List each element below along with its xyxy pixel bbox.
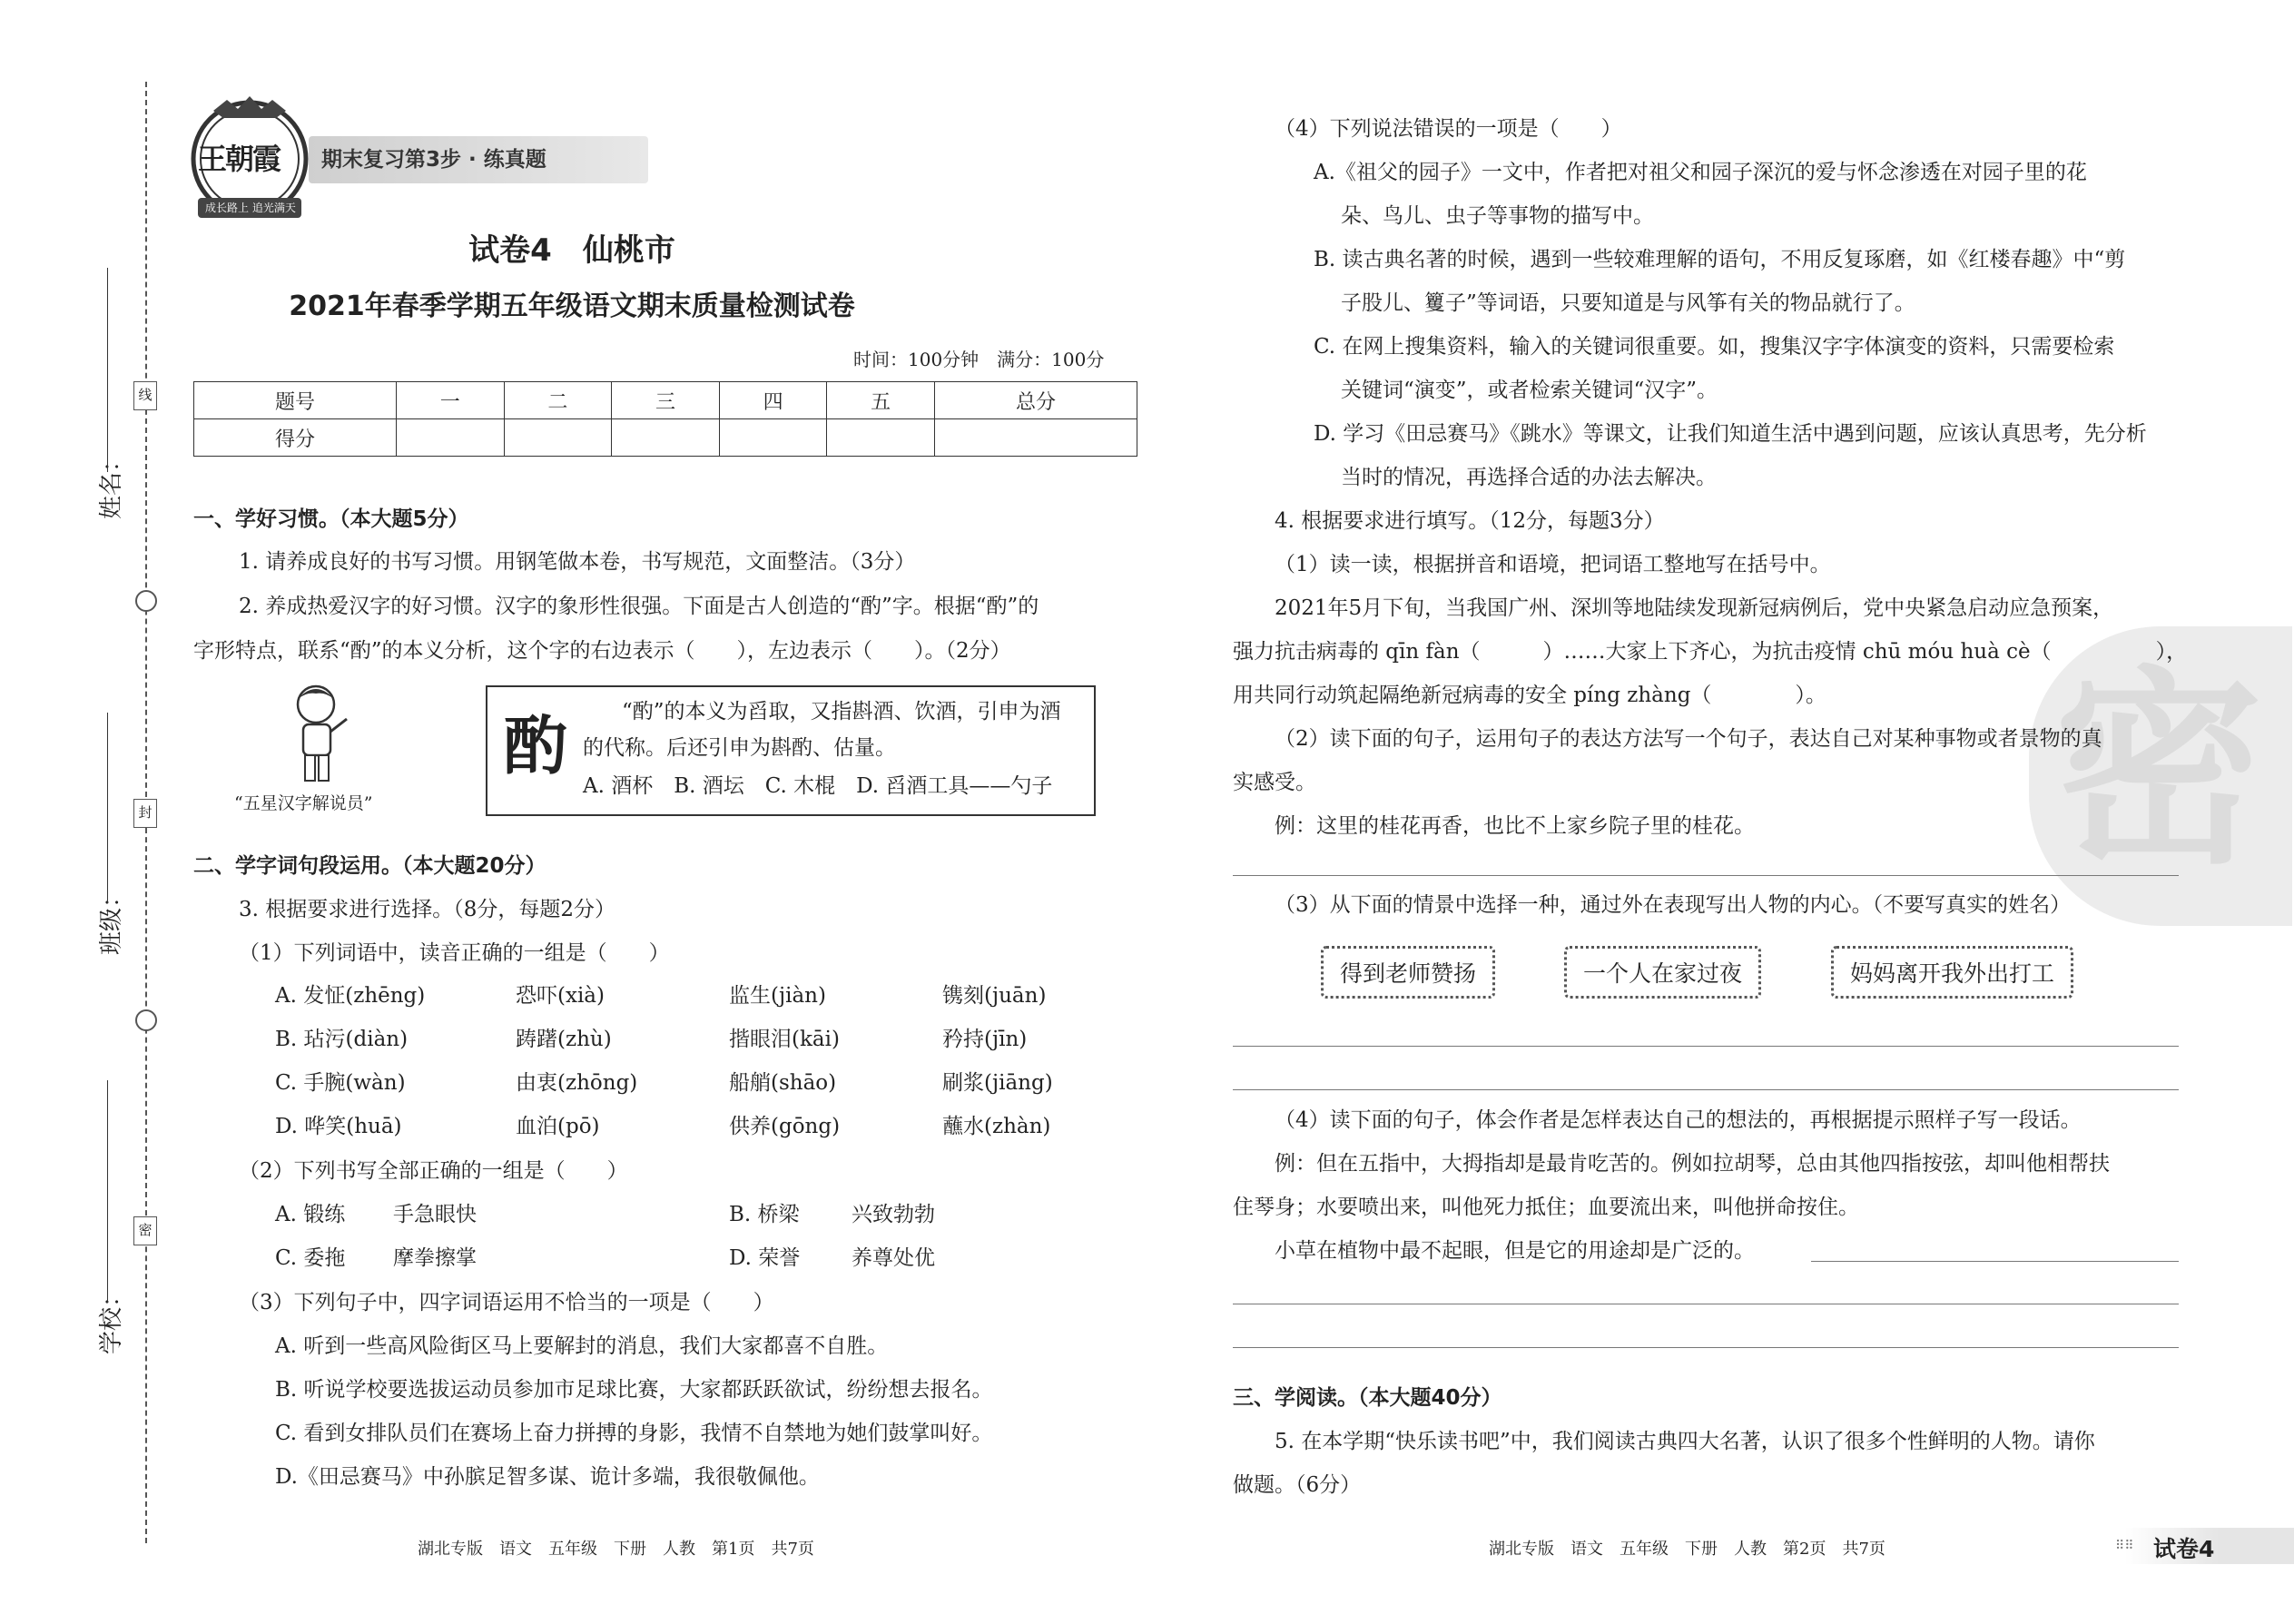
option-cell: 船艄(shāo) (729, 1071, 837, 1095)
section-1-heading: 一、学好习惯。（本大题5分） (193, 507, 469, 531)
option-cell: 揩眼泪(kāi) (729, 1028, 840, 1051)
question-1: 1. 请养成良好的书写习惯。用钢笔做本卷，书写规范，文面整洁。（3分） (239, 550, 916, 574)
section-3-heading: 三、学阅读。（本大题40分） (1233, 1386, 1502, 1410)
answer-line[interactable] (1811, 1261, 2179, 1262)
option-cell: 由衷(zhōng) (516, 1071, 638, 1095)
question-4-4-prompt: 小草在植物中最不起眼，但是它的用途却是广泛的。 (1275, 1239, 1755, 1263)
exam-subtitle: 2021年春季学期五年级语文期末质量检测试卷 (289, 290, 855, 322)
box-text-line-2: 的代称。后还引申为斟酌、估量。 (583, 736, 896, 760)
score-input[interactable] (934, 419, 1137, 457)
option-cell: 手急眼快 (393, 1203, 477, 1226)
exam-title: 试卷4 仙桃市 (468, 232, 675, 269)
score-table-header-row (194, 382, 1137, 419)
option-cell: 镌刻(juān) (942, 984, 1047, 1008)
question-3-4-option-c-l1: C. 在网上搜集资料，输入的关键词很重要。如，搜集汉字字体演变的资料，只需要检索 (1314, 335, 2115, 359)
watermark-seal (2029, 626, 2292, 926)
class-field[interactable] (107, 713, 108, 903)
question-3-4-option-b-l1: B. 读古典名著的时候，遇到一些较难理解的语句，不用反复琢磨，如《红楼春趣》中“剪 (1314, 248, 2126, 271)
option-cell: 刷浆(jiāng) (942, 1071, 1053, 1095)
cartoon-boy-icon (272, 679, 363, 788)
box-options: A. 酒杯 B. 酒坛 C. 木棍 D. 舀酒工具——勺子 (583, 774, 1053, 798)
question-3-3-option: B. 听说学校要选拔运动员参加市足球比赛，大家都跃跃欲试，纷纷想去报名。 (275, 1378, 993, 1402)
option-cell: 踌躇(zhù) (516, 1028, 612, 1051)
scenario-option-2[interactable]: 一个人在家过夜 (1564, 946, 1761, 999)
header-banner: 期末复习第3步 · 练真题 (309, 136, 648, 183)
option-cell: B. 玷污(diàn) (275, 1028, 409, 1051)
brand-slogan: 成长路上 追光满天 (205, 202, 296, 214)
question-3-4-option-d-l2: 当时的情况，再选择合适的办法去解决。 (1341, 466, 1717, 489)
cartoon-caption: “五星汉字解说员” (234, 793, 373, 813)
option-cell: 血泊(pō) (516, 1115, 600, 1138)
question-3-4-option-b-l2: 子股儿、籰子”等词语，只要知道是与风筝有关的物品就行了。 (1341, 291, 1915, 315)
score-input[interactable] (719, 419, 827, 457)
footer-tab-label: 试卷4 (2153, 1536, 2215, 1562)
question-4-4-example-2: 住琴身；水要喷出来，叫他死力抵住；血要流出来，叫他拼命按住。 (1233, 1196, 1859, 1219)
score-table-cell: 总分 (934, 382, 1137, 419)
school-field[interactable] (107, 1080, 108, 1303)
answer-line[interactable] (1233, 1046, 2179, 1047)
score-table-cell: 题号 (194, 382, 397, 419)
question-4-2-example: 例：这里的桂花再香，也比不上家乡院子里的桂花。 (1275, 814, 1755, 838)
character-explanation-box (486, 685, 1096, 816)
question-2-line-2: 字形特点，联系“酌”的本义分析，这个字的右边表示（ ），左边表示（ ）。（2分） (193, 639, 1011, 663)
question-3-4-option-d-l1: D. 学习《田忌赛马》《跳水》等课文，让我们知道生活中遇到问题，应该认真思考，先分析 (1314, 422, 2147, 446)
option-cell: B. 桥梁 (729, 1203, 800, 1226)
option-cell: 兴致勃勃 (852, 1203, 935, 1226)
option-cell: 供养(gōng) (729, 1115, 841, 1138)
option-cell: A. 发怔(zhēng) (275, 984, 426, 1008)
option-cell: 恐吓(xià) (516, 984, 605, 1008)
question-3-3: （3）下列句子中，四字词语运用不恰当的一项是（ ） (239, 1291, 774, 1314)
option-cell: 监生(jiàn) (729, 984, 826, 1008)
question-4-1: （1）读一读，根据拼音和语境，把词语工整地写在括号中。 (1275, 553, 1831, 576)
question-2-line-1: 2. 养成热爱汉字的好习惯。汉字的象形性很强。下面是古人创造的“酌”字。根据“酌”的 (239, 595, 1039, 618)
option-cell: A. 锻练 (275, 1203, 346, 1226)
seal-mark-seal: 封 (133, 799, 157, 828)
question-3-3-option: A. 听到一些高风险街区马上要解封的消息，我们大家都喜不自胜。 (275, 1334, 889, 1358)
score-table-cell: 二 (504, 382, 612, 419)
question-3-3-option: C. 看到女排队员们在赛场上奋力拼搏的身影，我情不自禁地为她们鼓掌叫好。 (275, 1422, 993, 1445)
option-cell: 摩拳擦掌 (393, 1246, 477, 1270)
question-4-2-line-1: （2）读下面的句子，运用句子的表达方法写一个句子，表达自己对某种事物或者景物的真 (1275, 727, 2102, 751)
scenario-option-3[interactable]: 妈妈离开我外出打工 (1831, 946, 2073, 999)
score-input[interactable] (827, 419, 935, 457)
score-table-cell: 一 (396, 382, 504, 419)
seal-mark-secret: 密 (133, 1216, 157, 1245)
question-4-4-example-1: 例：但在五指中，大拇指却是最肯吃苦的。例如拉胡琴，总由其他四指按弦，却叫他相帮扶 (1275, 1152, 2110, 1176)
question-4-1-para-2: 强力抗击病毒的 qīn fàn（ ）……大家上下齐心，为抗击疫情 chū móu huà cè（ ）， (1233, 640, 2188, 664)
school-label: 学校： (98, 1283, 125, 1354)
brand-name: 王朝霞 (198, 142, 281, 176)
brand-logo (182, 91, 318, 227)
question-3-4-option-a-l2: 朵、鸟儿、虫子等事物的描写中。 (1341, 204, 1654, 228)
question-4-2-line-2: 实感受。 (1233, 771, 1316, 794)
class-label: 班级： (98, 883, 125, 955)
seal-mark-line: 线 (133, 381, 157, 410)
score-table-cell: 得分 (194, 419, 397, 457)
question-5-line-1: 5. 在本学期“快乐读书吧”中，我们阅读古典四大名著，认识了很多个性鲜明的人物。请你 (1275, 1430, 2095, 1453)
score-table-cell: 三 (612, 382, 720, 419)
question-3-4-option-a-l1: A.《祖父的园子》一文中，作者把对祖父和园子深沉的爱与怀念渗透在对园子里的花 (1314, 161, 2087, 184)
option-cell: C. 手腕(wàn) (275, 1071, 406, 1095)
score-table-score-row (194, 419, 1137, 457)
score-table-cell: 四 (719, 382, 827, 419)
scenario-option-1[interactable]: 得到老师赞扬 (1321, 946, 1495, 999)
name-label: 姓名： (98, 448, 125, 519)
watermark-character: 密 (2054, 650, 2264, 892)
question-4-3: （3）从下面的情景中选择一种，通过外在表现写出人物的内心。（不要写真实的姓名） (1275, 893, 2072, 917)
question-4-4-line-1: （4）读下面的句子，体会作者是怎样表达自己的想法的，再根据提示照样子写一段话。 (1275, 1108, 2082, 1132)
option-cell: 矜持(jīn) (942, 1028, 1028, 1051)
footer-left: 湖北专版 语文 五年级 下册 人教 第1页 共7页 (418, 1540, 814, 1559)
footer-tab (2106, 1528, 2294, 1564)
score-table-cell: 五 (827, 382, 935, 419)
score-table (193, 381, 1137, 457)
option-cell: D. 荣誉 (729, 1246, 801, 1270)
question-3-4: （4）下列说法错误的一项是（ ） (1275, 117, 1622, 141)
exam-time-info: 时间：100分钟 满分：100分 (853, 349, 1105, 370)
binding-circle-icon (135, 1009, 157, 1031)
answer-line[interactable] (1233, 1347, 2179, 1348)
question-4-1-para-1: 2021年5月下旬，当我国广州、深圳等地陆续发现新冠病例后，党中央紧急启动应急预案， (1275, 596, 2114, 620)
question-3-2: （2）下列书写全部正确的一组是（ ） (239, 1159, 628, 1183)
option-cell: C. 委拖 (275, 1246, 346, 1270)
section-2-heading: 二、学字词句段运用。（本大题20分） (193, 854, 546, 878)
option-cell: D. 哗笑(huā) (275, 1115, 402, 1138)
question-3: 3. 根据要求进行选择。（8分，每题2分） (239, 898, 616, 921)
answer-line[interactable] (1233, 1089, 2179, 1090)
option-cell: 蘸水(zhàn) (942, 1115, 1051, 1138)
grid-dots-icon: ⠿⠿ (2115, 1539, 2134, 1553)
question-3-4-option-c-l2: 关键词“演变”，或者检索关键词“汉字”。 (1341, 379, 1718, 402)
score-input[interactable] (396, 419, 504, 457)
binding-circle-icon (135, 590, 157, 612)
score-input[interactable] (504, 419, 612, 457)
question-5-line-2: 做题。（6分） (1233, 1473, 1362, 1497)
question-3-1: （1）下列词语中，读音正确的一组是（ ） (239, 941, 670, 965)
answer-line[interactable] (1233, 875, 2179, 876)
option-cell: 养尊处优 (852, 1246, 935, 1270)
question-4: 4. 根据要求进行填写。（12分，每题3分） (1275, 509, 1665, 533)
question-4-1-para-3: 用共同行动筑起隔绝新冠病毒的安全 píng zhàng（ ）。 (1233, 684, 1826, 707)
zhuo-ancient-glyph-icon: 酌 (504, 708, 567, 783)
footer-right: 湖北专版 语文 五年级 下册 人教 第2页 共7页 (1489, 1540, 1885, 1559)
question-3-3-option: D.《田忌赛马》中孙膑足智多谋、诡计多端，我很敬佩他。 (275, 1465, 820, 1489)
cartoon-figure (272, 679, 363, 788)
box-text-line-1: “酌”的本义为舀取，又指斟酒、饮酒，引申为酒 (622, 700, 1061, 723)
score-input[interactable] (612, 419, 720, 457)
